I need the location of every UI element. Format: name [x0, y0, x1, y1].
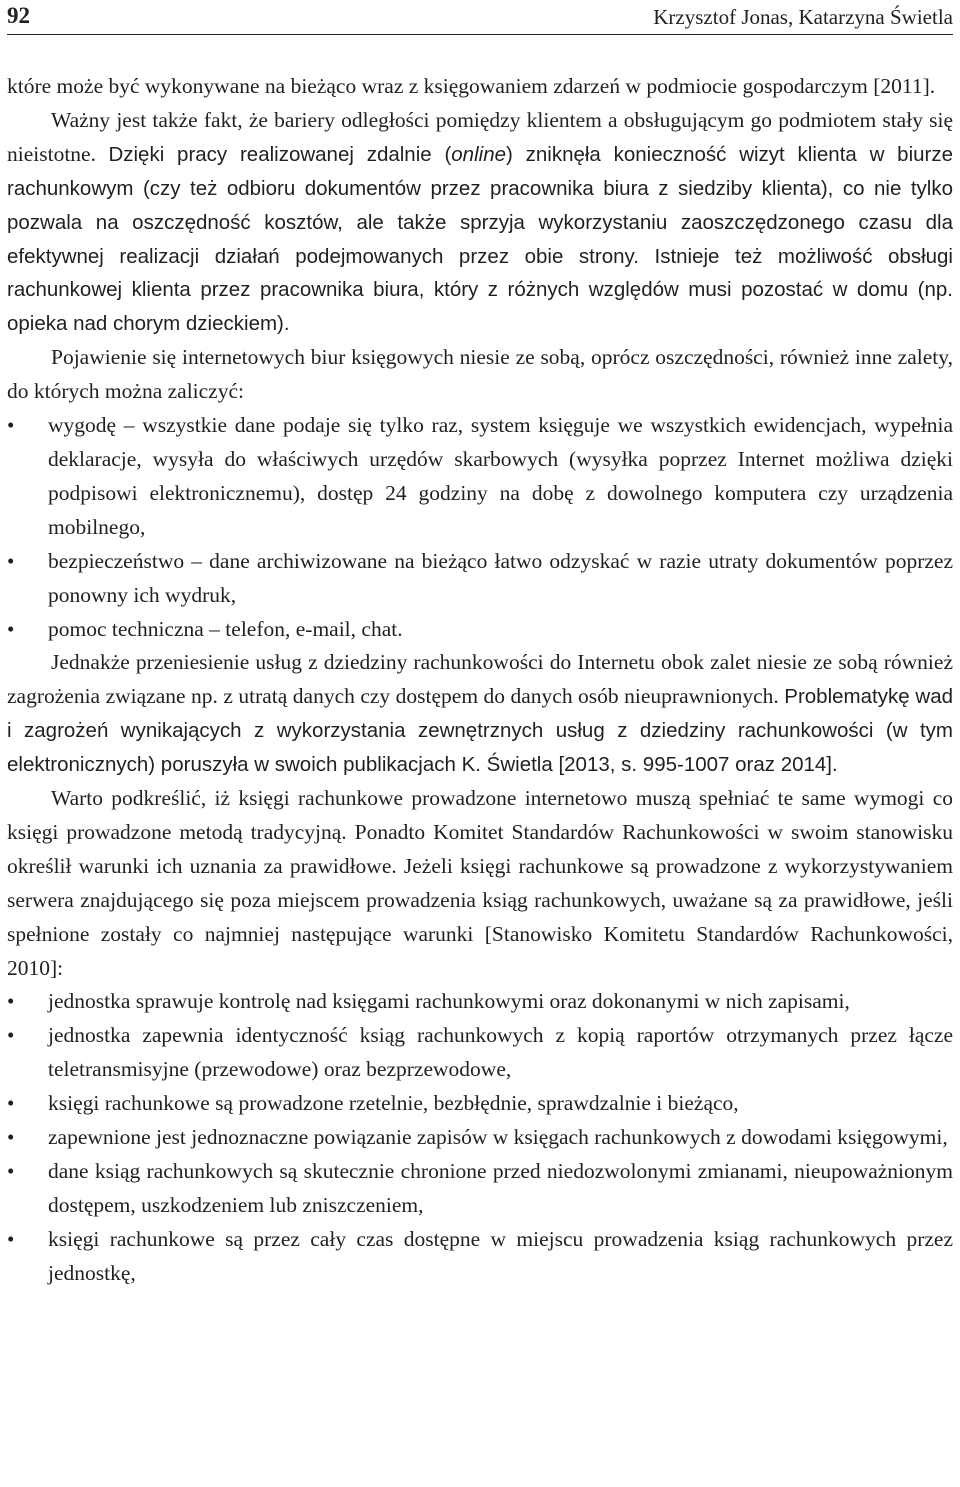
list-item	[7, 545, 953, 613]
bullet-icon: •	[7, 1125, 15, 1150]
list-item-text: zapewnione jest jednoznaczne powiązanie zapisów w księgach rachunkowych z dowodami księgowymi,	[48, 1125, 948, 1150]
list-item-text: wygodę – wszystkie dane podaje się tylko raz, system księguje we wszystkich ewidencjach, wypełnia deklaracje, wysyła do właściwych urzędów skarbowych (wysyłka poprzez Internet możliwa dzięki podpisowi elektronicznemu), dostęp 24 godziny na dobę z dowolnego komputera czy urządzenia mobilnego,	[48, 413, 953, 539]
list-item	[7, 1121, 953, 1155]
list-item	[7, 1223, 953, 1291]
paragraph-text: które może być wykonywane na bieżąco wraz z księgowaniem zdarzeń w podmiocie gospodarczym [2011].	[7, 74, 936, 98]
paragraph-remote-work	[7, 104, 953, 341]
list-item-text: dane ksiąg rachunkowych są skutecznie chronione przed niedozwolonymi zmianami, nieupoważnionym dostępem, uszkodzeniem lub zniszczeniem,	[48, 1159, 953, 1217]
bullet-icon: •	[7, 616, 15, 641]
paragraph-continuation	[7, 70, 953, 104]
list-item-text: pomoc techniczna – telefon, e-mail, chat.	[48, 616, 403, 641]
bullet-icon: •	[7, 413, 15, 438]
page-number: 92	[7, 3, 30, 28]
paragraph-text: Pojawienie się internetowych biur księgowych niesie ze sobą, oprócz oszczędności, również inne zalety, do których można zaliczyć:	[7, 345, 953, 404]
bullet-icon: •	[7, 548, 15, 573]
advantages-list	[7, 409, 953, 646]
bullet-icon: •	[7, 1091, 15, 1116]
list-item-text: jednostka sprawuje kontrolę nad księgami rachunkowymi oraz dokonanymi w nich zapisami,	[48, 989, 850, 1014]
paragraph-text: Ważny jest także fakt, że bariery odległości pomiędzy klientem a obsługującym go podmiotem stały się nieistotne.	[7, 107, 953, 166]
paragraph-text: Jeżeli księgi rachunkowe są prowadzone z wykorzystywaniem serwera znajdującego się poza miejscem prowadzenia ksiąg rachunkowych, uważane są za prawidłowe, jeśli spełnione zostały co najmniej następujące warunki [Stanowisko Komitetu Standardów Rachunkowości, 2010]:	[7, 853, 954, 980]
list-item-text: księgi rachunkowe są prowadzone rzetelnie, bezbłędnie, sprawdzalnie i bieżąco,	[48, 1091, 739, 1116]
bullet-icon: •	[7, 1159, 15, 1183]
paragraph-text: Warto podkreślić, iż księgi rachunkowe prowadzone internetowo muszą spełniać te same wymogi co księgi prowadzone metodą tradycyjną.	[7, 786, 953, 844]
running-head: Krzysztof Jonas, Katarzyna Świetla	[653, 5, 953, 29]
conditions-list	[7, 985, 953, 1290]
list-item	[7, 1087, 953, 1121]
bullet-icon: •	[7, 1226, 15, 1251]
list-item	[7, 1155, 953, 1223]
paragraph-text: Dzięki pracy realizowanej zdalnie (	[108, 142, 452, 166]
paragraph-text-sans	[7, 143, 953, 336]
list-item-text: bezpieczeństwo – dane archiwizowane na bieżąco łatwo odzyskać w razie utraty dokumentów poprzez ponowny ich wydruk,	[48, 548, 953, 607]
italic-term: online	[451, 142, 506, 166]
body-text	[7, 70, 953, 1291]
paragraph-threats	[7, 646, 953, 782]
paragraph-text: Ponadto Komitet Standardów Rachunkowości w swoim stanowisku określił warunki ich uznania za prawidłowe.	[7, 819, 953, 878]
paragraph-advantages-intro	[7, 341, 953, 409]
bullet-icon: •	[7, 1023, 15, 1048]
list-item	[7, 1019, 953, 1087]
list-item	[7, 613, 953, 647]
list-item	[7, 409, 953, 545]
list-item	[7, 985, 953, 1019]
bullet-icon: •	[7, 989, 15, 1014]
paragraph-requirements	[7, 782, 953, 985]
page-header	[7, 0, 953, 35]
paragraph-text: Istnieje też możliwość obsługi rachunkowej klienta przez pracownika biura, który z różnych względów musi pozostać w domu (np. opieka nad chorym dzieckiem).	[7, 244, 953, 336]
paragraph-text: ) zniknęła konieczność wizyt klienta w biurze rachunkowym (czy też odbioru dokumentów przez pracownika biura z siedziby klienta), co nie tylko pozwala na oszczędność kosztów, ale także sprzyja wykorzystaniu zaoszczędzonego czasu dla efektywnej realizacji działań podejmowanych przez obie strony.	[7, 142, 954, 268]
list-item-text: księgi rachunkowe są przez cały czas dostępne w miejscu prowadzenia ksiąg rachunkowych przez jednostkę,	[48, 1226, 953, 1285]
list-item-text: jednostka zapewnia identyczność ksiąg rachunkowych z kopią raportów otrzymanych przez łącze teletransmisyjne (przewodowe) oraz bezprzewodowe,	[48, 1023, 953, 1082]
paragraph-text-sans: Problematykę wad i zagrożeń wynikających z wykorzystania zewnętrznych usług z dziedziny rachunkowości (w tym elektronicznych) poruszyła w swoich publikacjach K. Świetla [2013, s. 995-1007 oraz 2014].	[7, 685, 953, 777]
paragraph-text: Jednakże przeniesienie usług z dziedziny rachunkowości do Internetu obok zalet niesie ze sobą również zagrożenia związane np. z utratą danych czy dostępem do danych osób nieuprawnionych.	[7, 650, 953, 709]
